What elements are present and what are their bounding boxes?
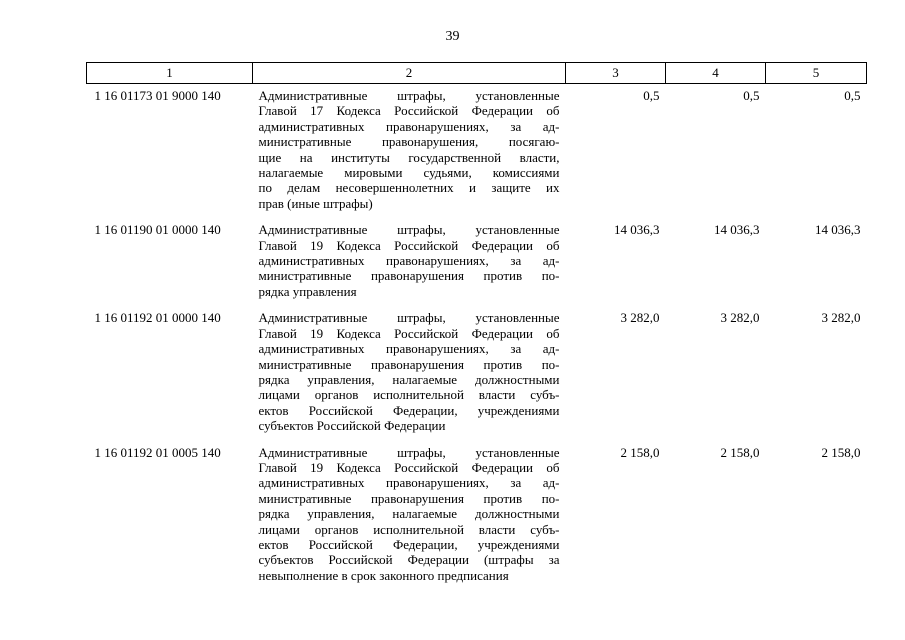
budget-code-cell: 1 16 01190 01 0000 140 — [94, 222, 221, 238]
table-row — [87, 305, 867, 439]
description-line: субъектов Российской Федерации (штрафы за — [258, 552, 560, 568]
description-line: щие на институты государственной власти, — [258, 149, 560, 165]
amount-cell-col5: 14 036,3 — [815, 222, 861, 238]
description-line: министративные правонарушения против по- — [258, 490, 560, 506]
amount-cell-col5: 2 158,0 — [821, 444, 861, 460]
amount-cell-col3: 3 282,0 — [620, 310, 660, 326]
description-line: рядка управления, налагаемые должностными — [258, 371, 560, 387]
page-number: 39 — [445, 29, 460, 44]
description-line: субъектов Российской Федерации — [258, 418, 446, 434]
header-col-5: 5 — [766, 63, 867, 84]
description-line: административных правонарушениях, за ад- — [258, 341, 560, 357]
description-line: административных правонарушениях, за ад- — [258, 475, 560, 491]
description-line: Главой 19 Кодекса Российской Федерации об — [258, 237, 560, 253]
description-line: Административные штрафы, установленные — [258, 222, 560, 238]
description-line: лицами органов исполнительной власти субъ- — [258, 387, 560, 403]
description-line: рядка управления, налагаемые должностными — [258, 506, 560, 522]
amount-cell-col4: 14 036,3 — [714, 222, 760, 238]
description-line: невыполнение в срок законного предписания — [258, 567, 509, 583]
description-line: по делам несовершеннолетних и защите их — [258, 180, 560, 196]
budget-code-cell: 1 16 01192 01 0000 140 — [94, 310, 221, 326]
table-row — [87, 440, 867, 590]
table-row — [87, 84, 867, 218]
table-row — [87, 217, 867, 305]
table-body — [87, 84, 867, 590]
amount-cell-col5: 0,5 — [844, 88, 861, 103]
budget-code-cell: 1 16 01173 01 9000 140 — [94, 88, 221, 103]
description-cell — [253, 440, 566, 590]
description-line: налагаемые мировыми судьями, комиссиями — [258, 165, 560, 181]
description-line: прав (иные штрафы) — [258, 195, 373, 211]
description-cell — [253, 84, 566, 218]
amount-cell-col4: 2 158,0 — [720, 444, 760, 460]
header-col-2: 2 — [253, 63, 566, 84]
header-col-3: 3 — [566, 63, 666, 84]
description-line: Административные штрафы, установленные — [258, 310, 560, 326]
description-line: Главой 17 Кодекса Российской Федерации об — [258, 103, 560, 119]
amount-cell-col4: 3 282,0 — [720, 310, 760, 326]
description-line: ектов Российской Федерации, учреждениями — [258, 402, 560, 418]
description-line: министративные правонарушения против по- — [258, 268, 560, 284]
description-line: Административные штрафы, установленные — [258, 88, 560, 103]
amount-cell-col3: 14 036,3 — [614, 222, 660, 238]
header-col-1: 1 — [87, 63, 253, 84]
header-col-4: 4 — [666, 63, 766, 84]
description-line: министративные правонарушения, посягаю- — [258, 134, 560, 150]
description-line: Административные штрафы, установленные — [258, 444, 560, 460]
description-line: рядка управления — [258, 283, 357, 299]
description-cell — [253, 217, 566, 305]
description-line: министративные правонарушения против по- — [258, 356, 560, 372]
description-line: Главой 19 Кодекса Российской Федерации об — [258, 459, 560, 475]
description-line: лицами органов исполнительной власти субъ- — [258, 521, 560, 537]
description-line: административных правонарушениях, за ад- — [258, 118, 560, 134]
budget-table — [86, 62, 867, 589]
amount-cell-col3: 2 158,0 — [620, 444, 660, 460]
amount-cell-col4: 0,5 — [743, 88, 760, 103]
description-line: ектов Российской Федерации, учреждениями — [258, 536, 560, 552]
budget-code-cell: 1 16 01192 01 0005 140 — [94, 444, 221, 460]
table-header — [87, 63, 867, 84]
amount-cell-col5: 3 282,0 — [821, 310, 861, 326]
description-line: Главой 19 Кодекса Российской Федерации об — [258, 325, 560, 341]
description-cell — [253, 305, 566, 439]
description-line: административных правонарушениях, за ад- — [258, 253, 560, 269]
amount-cell-col3: 0,5 — [643, 88, 660, 103]
header-row — [87, 63, 867, 84]
